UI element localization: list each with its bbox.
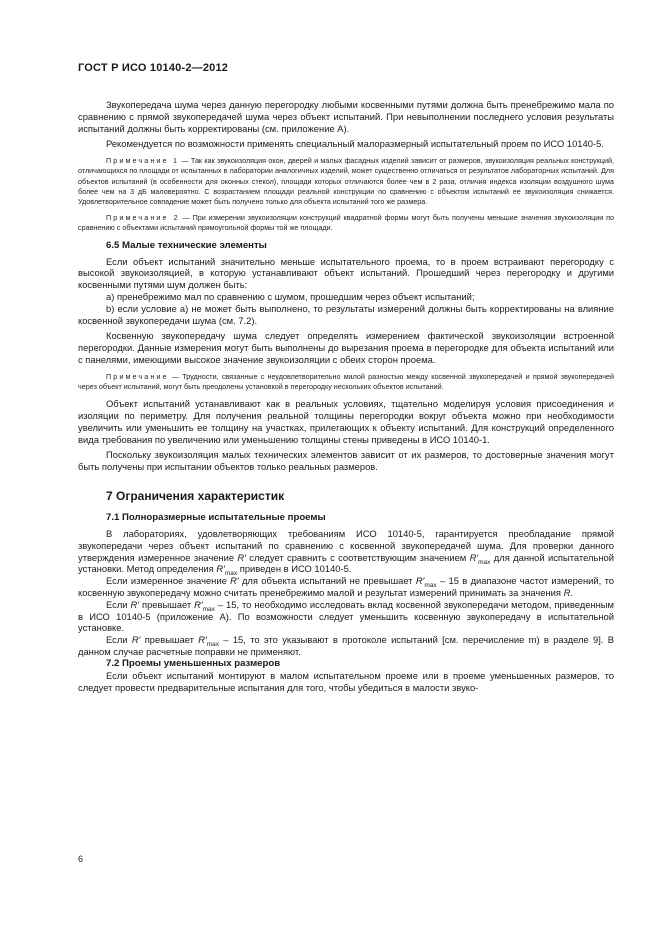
symbol-r-max: R′ [216,563,225,575]
document-page [78,62,614,693]
section-7-2-title: 7.2 Проемы уменьшенных размеров [106,657,281,669]
note-label: Примечание 1 [106,156,180,166]
note-text: — При измерении звукоизоляции конструкций квадратной формы могут быть получены меньшие значения звукоизоляции по сравнению с объектами испытаний прямоугольной формы той же площади. [78,213,615,233]
note-text: — Трудности, связанные с неудовлетворительно малой разностью между косвенной звукопередачей и прямой звукопередачей через объект испытаний, могут быть преодолены установкой в перегородку нескольких объектов испытаний. [78,371,614,391]
symbol-r-max: R′ [198,634,207,646]
paragraph-7-1-d: Если R′ превышает $R'_{max} - 15$, то это указывают в протоколе испытаний [см. перечисление m) в разделе 9]. В данном случае расчетные поправки не применяют. [78,634,614,657]
symbol-r-prime: R′ [131,634,141,646]
paragraph: Объект испытаний устанавливают как в реальных условиях, тщательно моделируя условия присоединения и изоляции по периметру. Для получения реальной толщины перегородки вокруг объекта можно при необходимости увеличить или уменьшить ее толщину на участках, прилегающих к объекту испытаний. Для конструкций определенного вида требования по увеличению или уменьшению толщины стены приведены в ИСО 10140-1. [78,398,614,445]
section-6-5-title: 6.5 Малые технические элементы [106,239,267,251]
list-item-b: b) если условие а) не может быть выполнено, то результаты измерений должны быть корректированы на влияние косвенной звукопередачи шума (см. 7.2). [78,302,614,326]
paragraph-7-1-b: Если измеренное значение R′ для объекта испытаний не превышает $R'_{max} - 15$ в диапазоне частот измерений, то косвенную звукопередачу можно считать пренебрежимо малой и результат измерений принимать за значения R. [78,575,614,598]
paragraph: Если объект испытаний значительно меньше испытательного проема, то в проем встраивают перегородку с высокой звукоизоляцией, в которую устанавливают объект испытаний. Прошедший через перегородку и другими косвенными путями шум должен быть: [78,255,614,291]
note-2 [78,213,614,233]
paragraph: Косвенную звукопередачу шума следует определять измерением фактической звукоизоляции встроенной перегородки. Данные измерения могут быть выполнены до вырезания проема в перегородке для объекта испытаний или с панелями, имеющими высокое значение звукоизоляции с обеих сторон проема. [78,330,614,365]
document-header: ГОСТ Р ИСО 10140-2—2012 [78,62,229,74]
note-label: Примечание 2 [106,213,180,223]
symbol-r-max: R′ [194,598,203,610]
paragraph: Поскольку звукоизоляция малых технических элементов зависит от их размеров, то достоверные значения могут быть получены при испытании объектов только реальных размеров. [78,449,614,473]
symbol-r-prime: R′ [237,551,246,563]
paragraph: Если объект испытаний монтируют в малом испытательном проеме или в проеме уменьшенных размеров, то следует провести предварительные испытания для того, чтобы убедиться в малости звуко- [78,669,614,693]
section-7-1-title: 7.1 Полноразмерные испытательные проемы [106,511,326,523]
paragraph: Рекомендуется по возможности применять специальный малоразмерный испытательный проем по ИСО 10140-5. [106,138,604,150]
symbol-r-prime: R' [130,598,140,610]
symbol-r: R [563,586,571,598]
paragraph-7-1-c: Если R' превышает $R'_{max} - 15$, то необходимо исследовать вклад косвенной звукопередачи методом, приведенным в ИСО 10140-5 (приложение А). По возможности следует уменьшить косвенную звукопередачу в испытательной установке. [78,598,614,634]
section-7-title: 7 Ограничения характеристик [106,488,285,503]
symbol-r-max: R′ [469,551,479,563]
note-3 [78,372,614,392]
paragraph-7-1-a: В лабораториях, удовлетворяющих требованиям ИСО 10140-5, гарантируется преобладание прямой звукопередачи через объект испытаний по сравнению с косвенной звукопередачей шума. Для проверки данного утверждения измеренное значение R′ следует сравнить с соответствующим значением $R'_{max}$ для данной испытательной установки. Метод определения $R'_{max}$ приведен в ИСО 10140-5. [78,527,614,578]
note-text: — Так как звукоизоляция окон, дверей и малых фасадных изделий зависит от размеров, звукоизоляция реальных конструкций, отличающихся по площади от испытанных в лаборатории аналогичных изделий, может существенно отличаться от результатов лабораторных испытаний. Для объектов испытаний (в особенности для оконных стекол), площади которых отличаются более чем в 2 раза, отличия индекса изоляции воздушного шума более чем на 3 дБ маловероятно. С возрастанием площади реальной конструкции по сравнению с объектом испытаний ее звукоизоляция снижается. Удовлетворительное совпадение может быть получено только для объекта испытаний того же размера. [78,156,614,206]
note-label: Примечание [106,371,169,381]
paragraph: Звукопередача шума через данную перегородку любыми косвенными путями должна быть пренебрежимо мала по сравнению с прямой звукопередачей шума через объект испытаний. При невыполнении последнего условия результаты испытаний должны быть корректированы (см. приложение А). [78,99,614,134]
list-item-a: а) пренебрежимо мал по сравнению с шумом, прошедшим через объект испытаний; [106,291,475,302]
symbol-r-prime: R′ [230,575,239,587]
page-number: 6 [78,854,84,864]
symbol-r-max: R′ [415,575,425,587]
note-1 [78,156,614,207]
